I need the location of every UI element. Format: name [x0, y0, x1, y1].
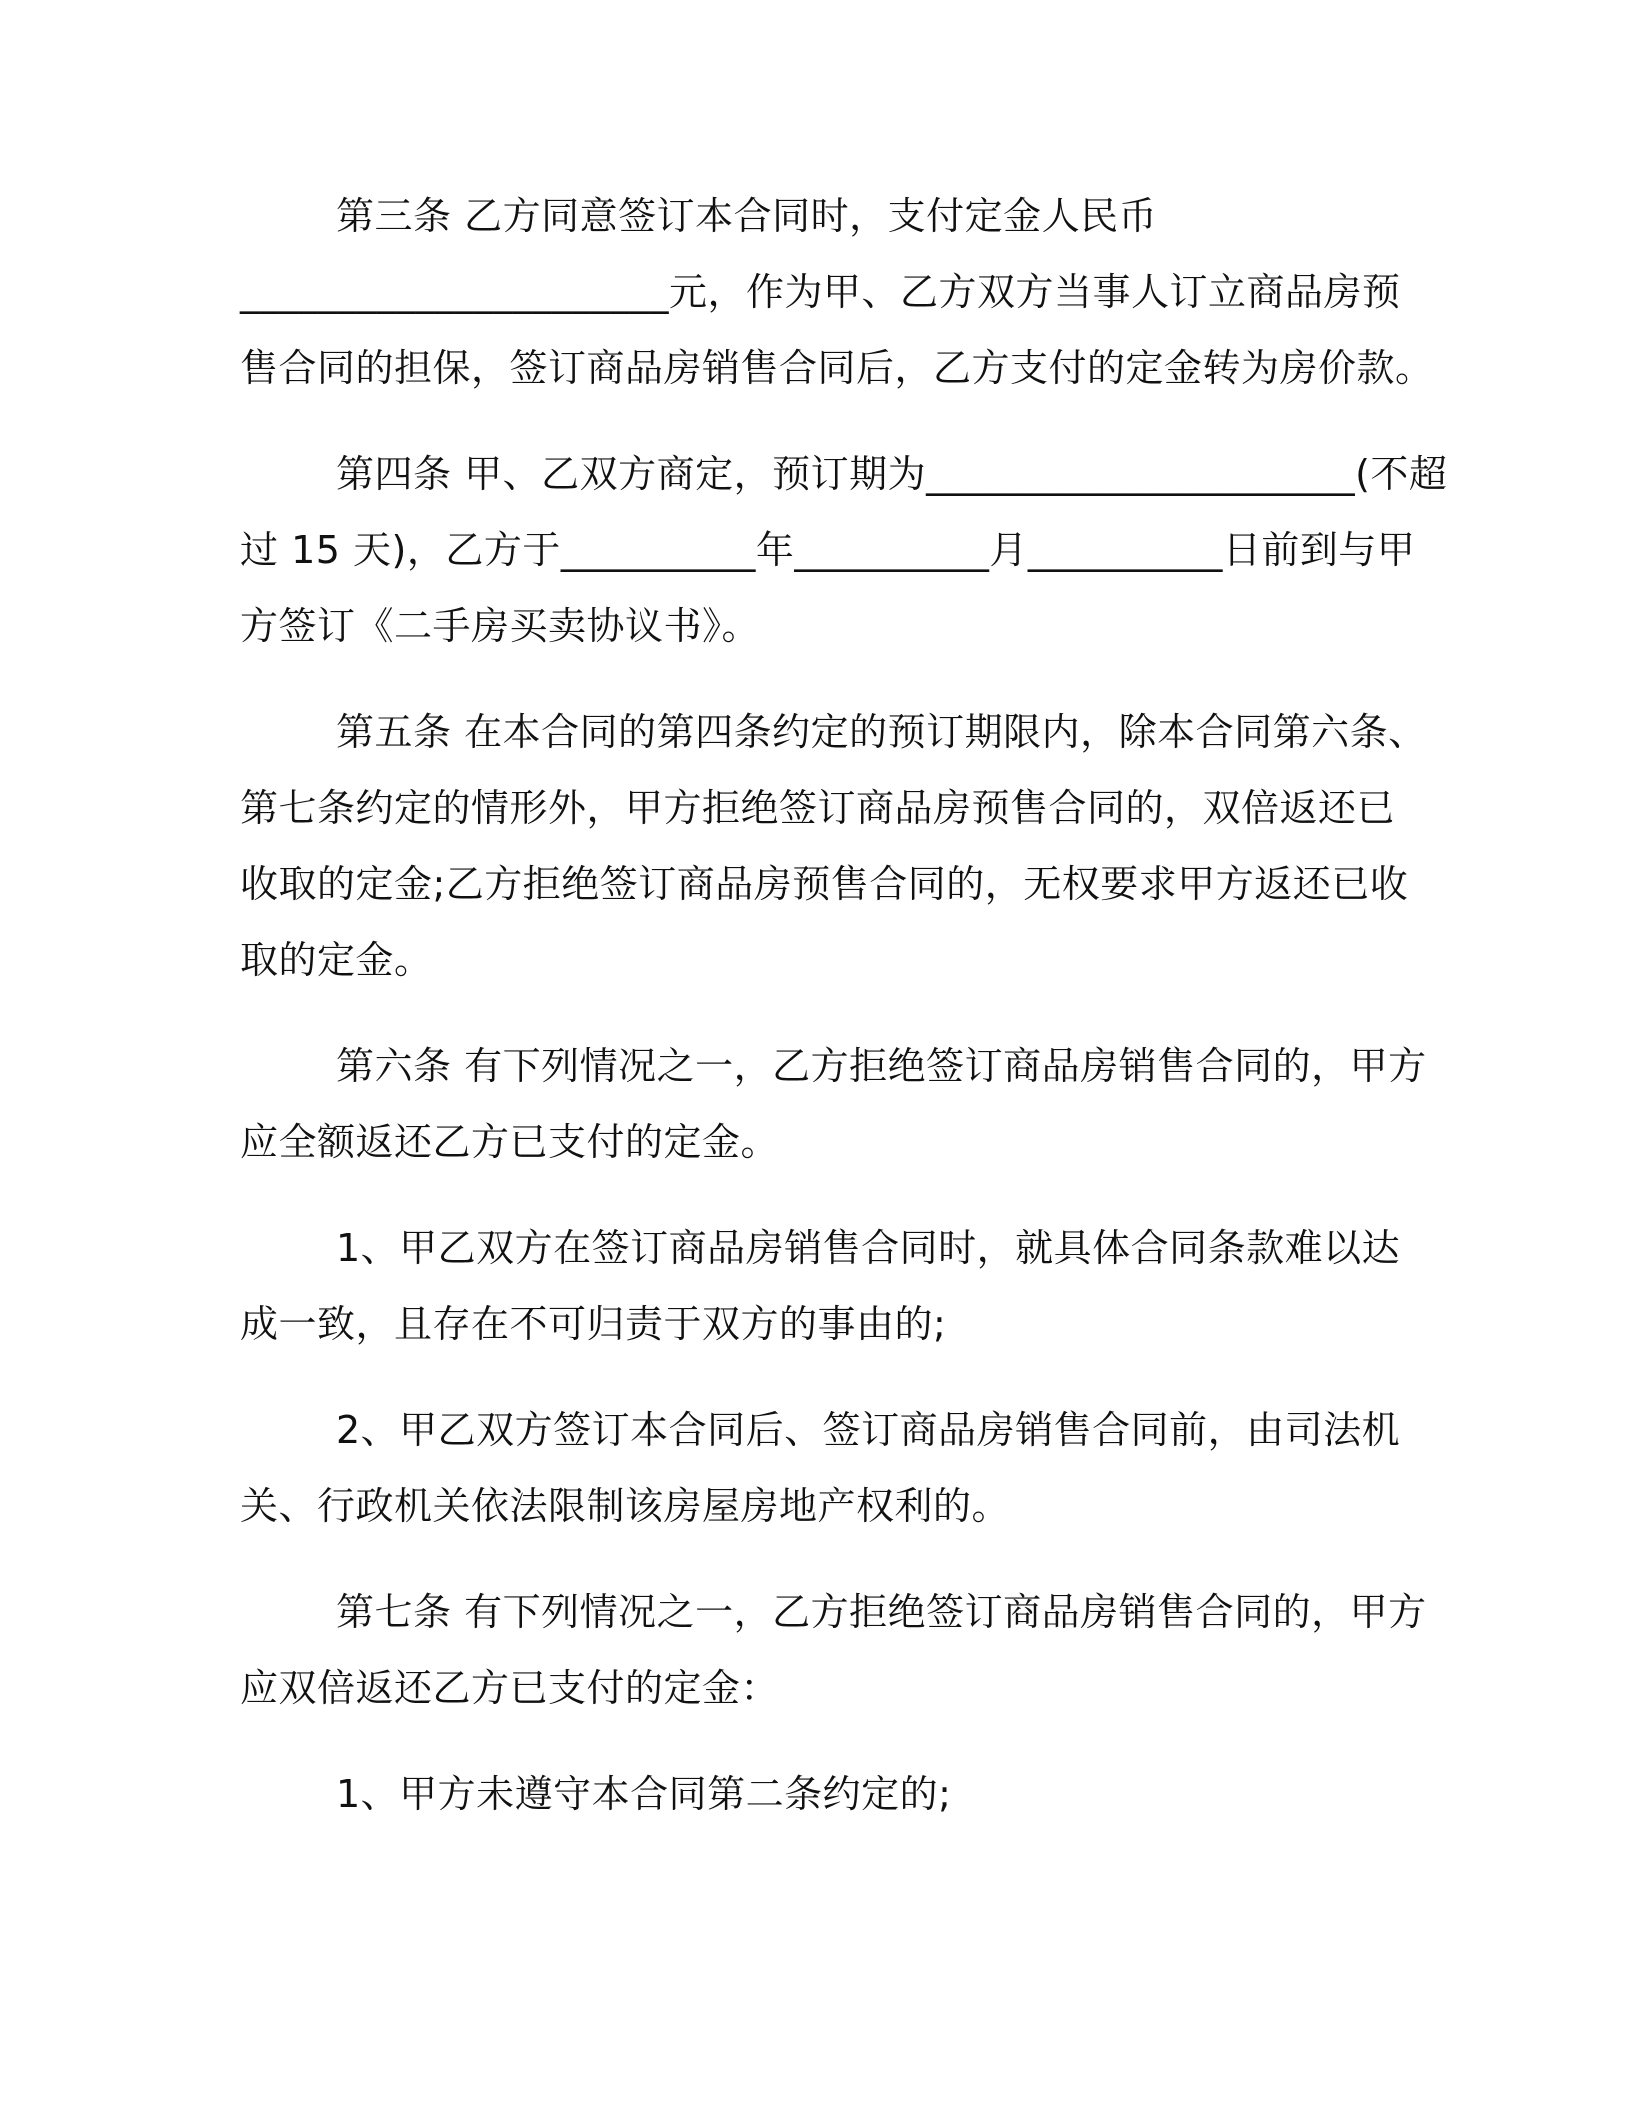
- paragraph-article-6-item-2: [240, 1392, 1400, 1544]
- text-line: 第三条 乙方同意签订本合同时，支付定金人民币: [336, 194, 1158, 238]
- text-line: ______________________元，作为甲、乙方双方当事人订立商品房预: [240, 270, 1401, 314]
- paragraph-article-7: [240, 1574, 1427, 1726]
- text-line: 过 15 天)，乙方于__________年__________月__________日前到与甲: [240, 528, 1416, 572]
- text-line: 第五条 在本合同的第四条约定的预订期限内，除本合同第六条、: [336, 710, 1427, 754]
- text-line: 2、甲乙双方签订本合同后、签订商品房销售合同前，由司法机: [336, 1408, 1401, 1452]
- paragraph-article-5: [240, 694, 1427, 998]
- text-line: 售合同的担保，签订商品房销售合同后，乙方支付的定金转为房价款。: [240, 346, 1434, 390]
- text-line: 第七条 有下列情况之一，乙方拒绝签订商品房销售合同的，甲方: [336, 1590, 1427, 1634]
- text-line: 应全额返还乙方已支付的定金。: [240, 1120, 780, 1164]
- text-line: 第四条 甲、乙双方商定，预订期为______________________(不超: [336, 452, 1448, 496]
- paragraph-article-6: [240, 1028, 1427, 1180]
- paragraph-article-3: [240, 178, 1434, 406]
- paragraph-article-6-item-1: [240, 1210, 1400, 1362]
- text-line: 1、甲乙双方在签订商品房销售合同时，就具体合同条款难以达: [336, 1226, 1401, 1270]
- paragraph-article-7-item-1: [240, 1756, 1400, 1832]
- text-line: 第六条 有下列情况之一，乙方拒绝签订商品房销售合同的，甲方: [336, 1044, 1427, 1088]
- text-line: 取的定金。: [240, 938, 433, 982]
- text-line: 成一致，且存在不可归责于双方的事由的;: [240, 1302, 947, 1346]
- text-line: 应双倍返还乙方已支付的定金：: [240, 1666, 780, 1710]
- paragraph-article-4: [240, 436, 1448, 664]
- text-line: 1、甲方未遵守本合同第二条约定的;: [336, 1772, 952, 1816]
- text-line: 方签订《二手房买卖协议书》。: [240, 604, 761, 648]
- text-line: 收取的定金;乙方拒绝签订商品房预售合同的，无权要求甲方返还已收: [240, 862, 1409, 906]
- text-line: 第七条约定的情形外，甲方拒绝签订商品房预售合同的，双倍返还已: [240, 786, 1396, 830]
- text-line: 关、行政机关依法限制该房屋房地产权利的。: [240, 1484, 1011, 1528]
